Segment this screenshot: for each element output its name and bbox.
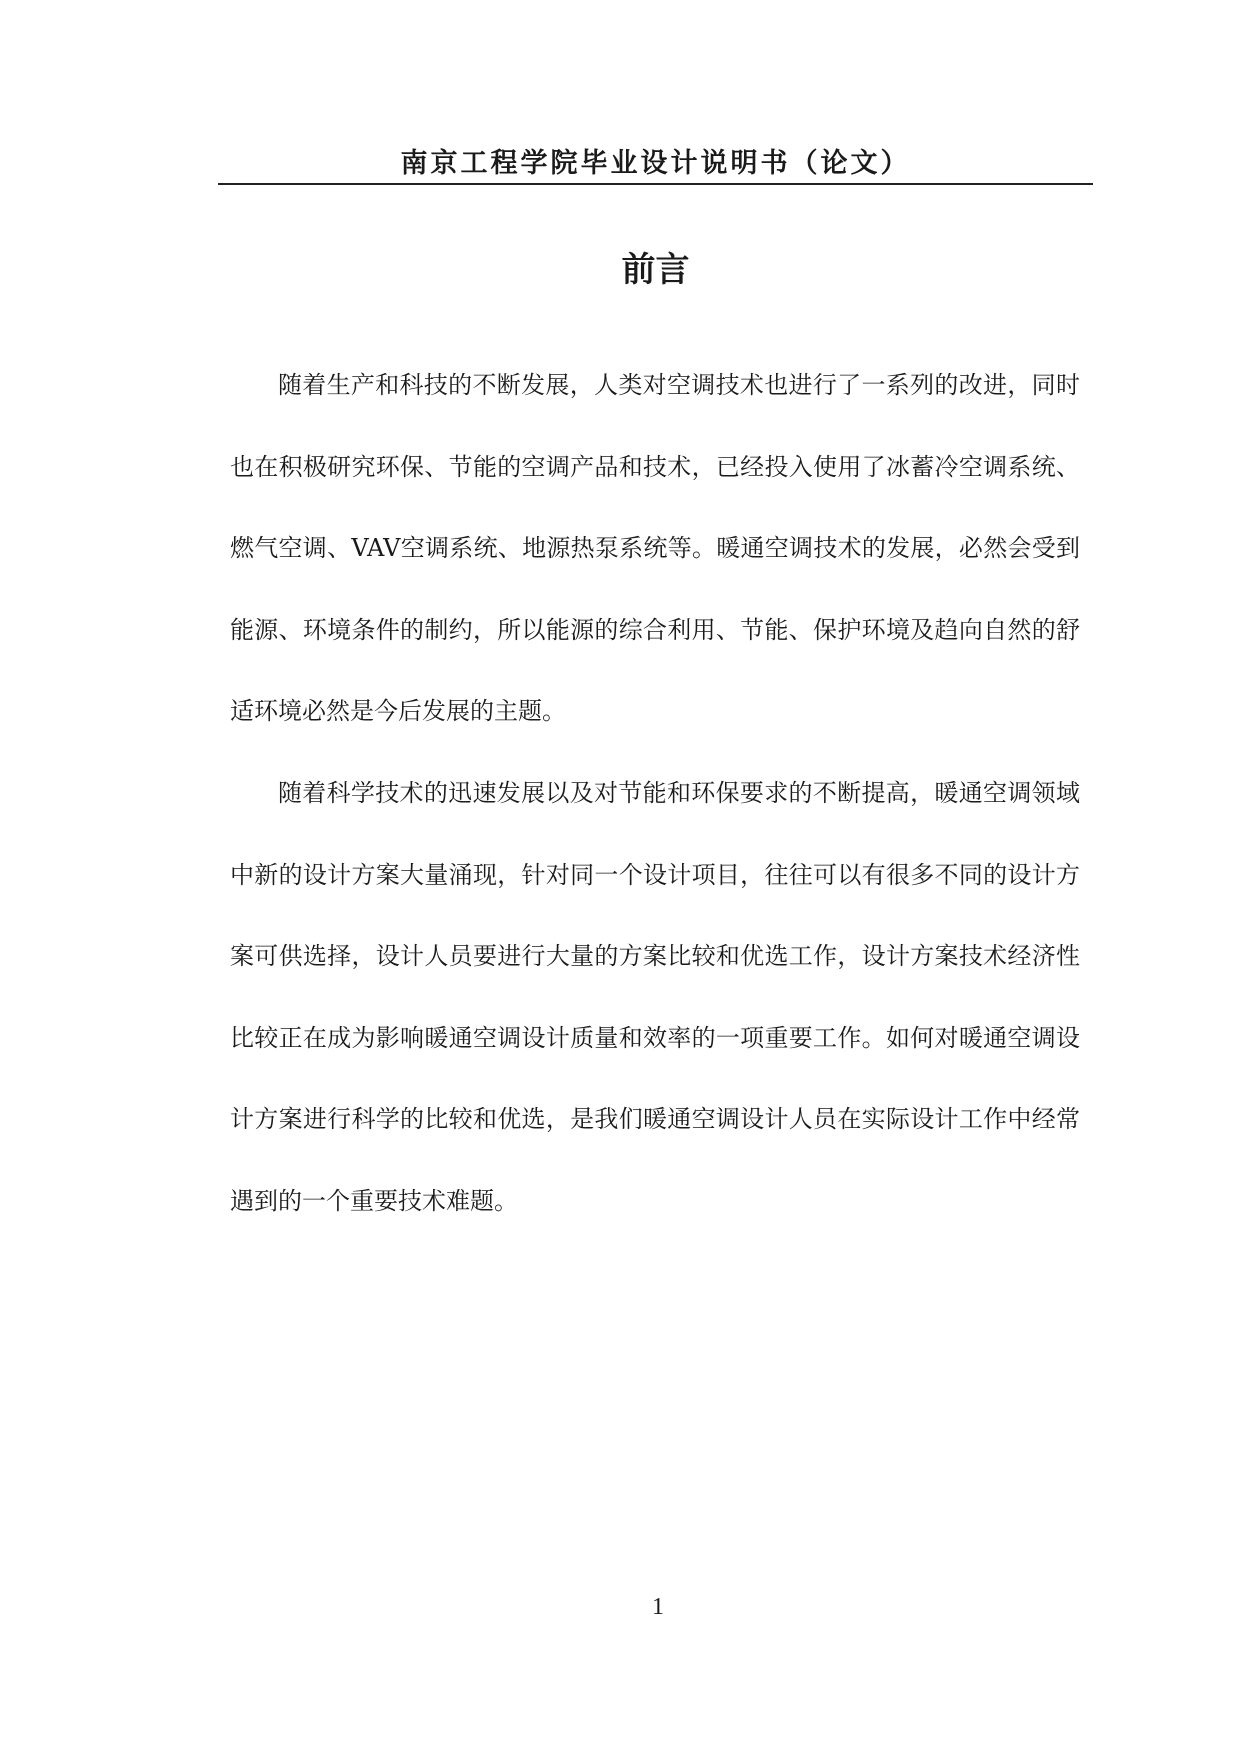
document-body	[230, 345, 1080, 1243]
page-number: 1	[652, 1594, 664, 1620]
page-title: 前言	[621, 250, 690, 290]
running-header: 南京工程学院毕业设计说明书（论文）	[400, 148, 911, 179]
paragraph-2: 随着科学技术的迅速发展以及对节能和环保要求的不断提高，暖通空调领域中新的设计方案大量涌现，针对同一个设计项目，往往可以有很多不同的设计方案可供选择，设计人员要进行大量的方案比较和优选工作，设计方案技术经济性比较正在成为影响暖通空调设计质量和效率的一项重要工作。如何对暖通空调设计方案进行科学的比较和优选，是我们暖通空调设计人员在实际设计工作中经常遇到的一个重要技术难题。	[230, 778, 1080, 1215]
paragraph-1: 随着生产和科技的不断发展，人类对空调技术也进行了一系列的改进，同时也在积极研究环保、节能的空调产品和技术，已经投入使用了冰蓄冷空调系统、燃气空调、VAV空调系统、地源热泵系统等。暖通空调技术的发展，必然会受到能源、环境条件的制约，所以能源的综合利用、节能、保护环境及趋向自然的舒适环境必然是今后发展的主题。	[230, 371, 1080, 726]
header-divider	[218, 183, 1093, 185]
